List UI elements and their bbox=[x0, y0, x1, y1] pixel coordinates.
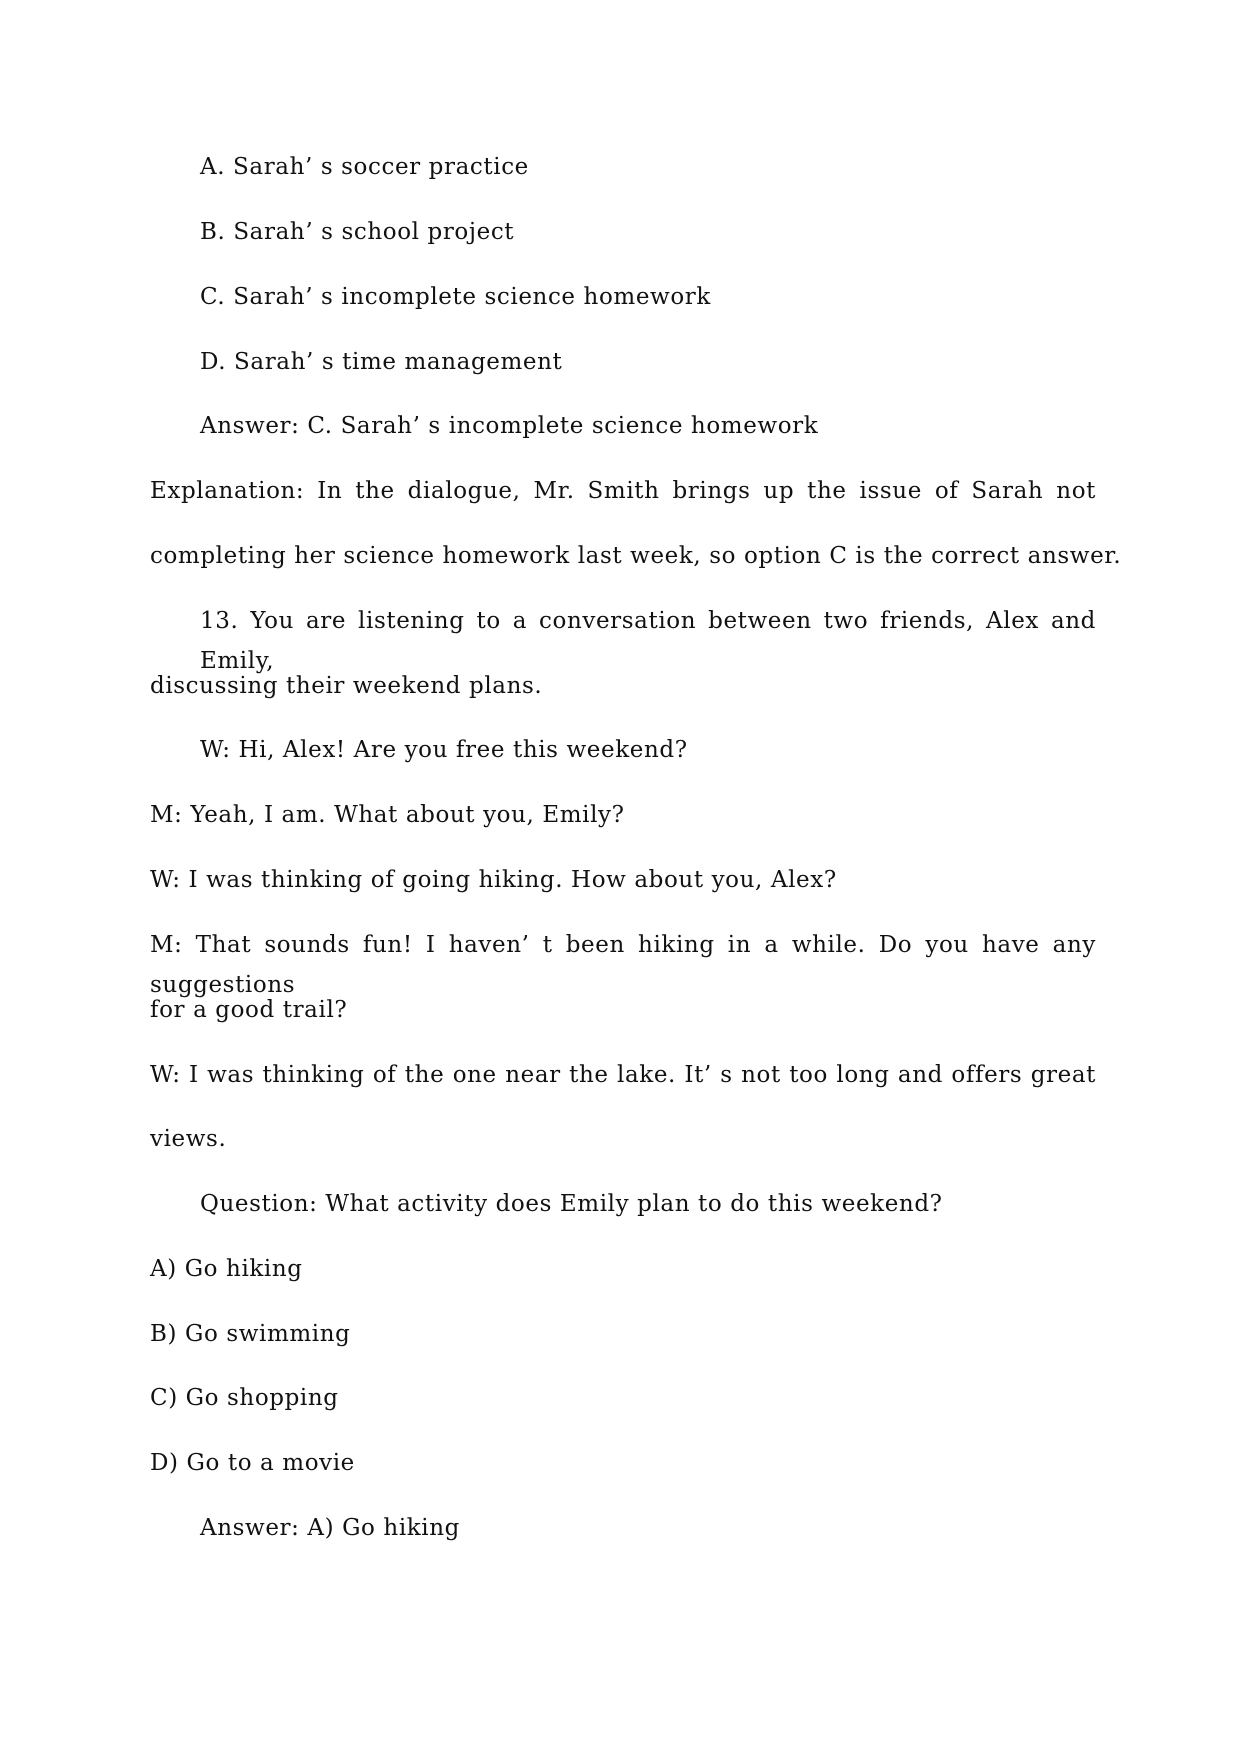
q13-option-a: A) Go hiking bbox=[150, 1256, 303, 1282]
q13-question: Question: What activity does Emily plan to do this weekend? bbox=[200, 1191, 943, 1217]
dialogue-line-1: W: Hi, Alex! Are you free this weekend? bbox=[200, 737, 688, 763]
q13-intro-line-1: 13. You are listening to a conversation between two friends, Alex and Emily, bbox=[200, 608, 1096, 674]
dialogue-line-5: for a good trail? bbox=[150, 997, 348, 1023]
q12-option-d: D. Sarah’ s time management bbox=[200, 349, 563, 375]
q13-option-b: B) Go swimming bbox=[150, 1321, 351, 1347]
q12-explanation-line-1: Explanation: In the dialogue, Mr. Smith brings up the issue of Sarah not bbox=[150, 478, 1096, 504]
dialogue-line-7: views. bbox=[150, 1126, 227, 1152]
q12-option-c: C. Sarah’ s incomplete science homework bbox=[200, 284, 711, 310]
q13-option-c: C) Go shopping bbox=[150, 1385, 339, 1411]
q13-option-d: D) Go to a movie bbox=[150, 1450, 355, 1476]
q12-explanation-line-2: completing her science homework last week, so option C is the correct answer. bbox=[150, 543, 1122, 569]
dialogue-line-6: W: I was thinking of the one near the lake. It’ s not too long and offers great bbox=[150, 1062, 1096, 1088]
q12-option-a: A. Sarah’ s soccer practice bbox=[200, 154, 529, 180]
q13-intro-line-2: discussing their weekend plans. bbox=[150, 673, 543, 699]
dialogue-line-4: M: That sounds fun! I haven’ t been hiking in a while. Do you have any suggestions bbox=[150, 932, 1096, 998]
dialogue-line-3: W: I was thinking of going hiking. How about you, Alex? bbox=[150, 867, 837, 893]
q13-answer: Answer: A) Go hiking bbox=[200, 1515, 461, 1541]
q12-option-b: B. Sarah’ s school project bbox=[200, 219, 515, 245]
q12-answer: Answer: C. Sarah’ s incomplete science homework bbox=[200, 413, 819, 439]
dialogue-line-2: M: Yeah, I am. What about you, Emily? bbox=[150, 802, 625, 828]
